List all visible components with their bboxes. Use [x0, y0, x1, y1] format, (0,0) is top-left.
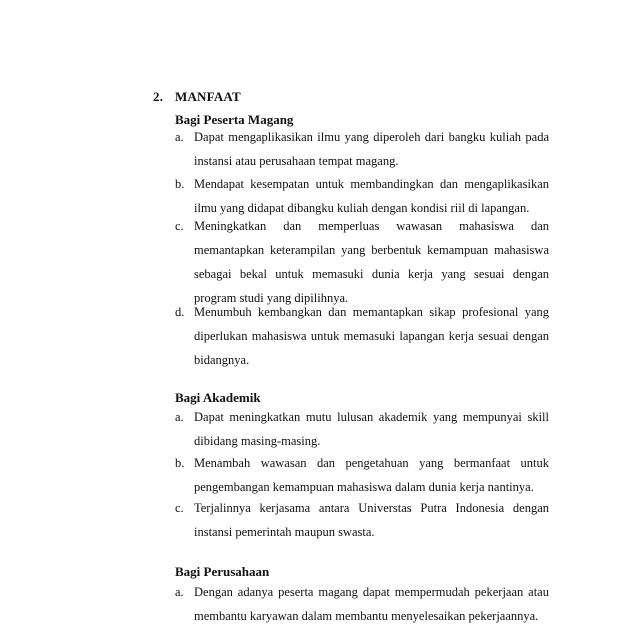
list-marker: c.: [175, 219, 184, 233]
list-line: Menambah wawasan dan pengetahuan yang bermanfaat untuk: [194, 456, 549, 470]
section-heading: [153, 89, 241, 105]
list-marker: b.: [175, 456, 185, 470]
list-marker: d.: [175, 305, 185, 319]
list-marker: a.: [175, 585, 184, 599]
list-item: [175, 300, 549, 372]
list-line: dibidang masing-masing.: [194, 434, 321, 448]
list-item: [175, 214, 549, 310]
list-line: Menumbuh kembangkan dan memantapkan sikap profesional yang: [194, 305, 549, 319]
subheading-peserta: Bagi Peserta Magang: [175, 112, 294, 127]
list-line: pengembangan kemampuan mahasiswa dalam dunia kerja nantinya.: [194, 480, 534, 494]
list-line: Dapat meningkatkan mutu lulusan akademik yang mempunyai skill: [194, 410, 549, 424]
list-line: instansi atau perusahaan tempat magang.: [194, 154, 399, 168]
list-line: ilmu yang didapat dibangku kuliah dengan kondisi riil di lapangan.: [194, 201, 530, 215]
list-line: instansi pemerintah maupun swasta.: [194, 525, 375, 539]
list-line: Mendapat kesempatan untuk membandingkan dan mengaplikasikan: [194, 177, 549, 191]
subheading-akademik: Bagi Akademik: [175, 390, 261, 405]
list-item: [175, 496, 549, 544]
list-line: sebagai bekal untuk memasuki dunia kerja yang sesuai dengan: [194, 267, 549, 281]
list-marker: c.: [175, 501, 184, 515]
list-line: Dengan adanya peserta magang dapat mempermudah pekerjaan atau: [194, 585, 549, 599]
list-line: program studi yang dipilihnya.: [194, 291, 349, 305]
list-marker: b.: [175, 177, 185, 191]
section-number: 2.: [153, 89, 164, 104]
list-line: Dapat mengaplikasikan ilmu yang diperoleh dari bangku kuliah pada: [194, 130, 549, 144]
list-line: bidangnya.: [194, 353, 250, 367]
list-item: [175, 172, 549, 220]
subheading-perusahaan: Bagi Perusahaan: [175, 564, 270, 579]
list-item: [175, 405, 549, 453]
list-line: membantu karyawan dalam membantu menyelesaikan pekerjaannya.: [194, 609, 539, 623]
list-line: memantapkan keterampilan yang berbentuk kemampuan mahasiswa: [194, 243, 549, 257]
list-marker: a.: [175, 130, 184, 144]
list-line: Meningkatkan dan memperluas wawasan mahasiswa dan: [194, 219, 549, 233]
list-line: Terjalinnya kerjasama antara Universtas Putra Indonesia dengan: [194, 501, 549, 515]
list-item: [175, 125, 549, 173]
list-line: diperlukan mahasiswa untuk memasuki lapangan kerja sesuai dengan: [194, 329, 549, 343]
list-item: [175, 451, 549, 499]
list-marker: a.: [175, 410, 184, 424]
section-title: MANFAAT: [175, 89, 241, 104]
list-item: [175, 580, 549, 628]
